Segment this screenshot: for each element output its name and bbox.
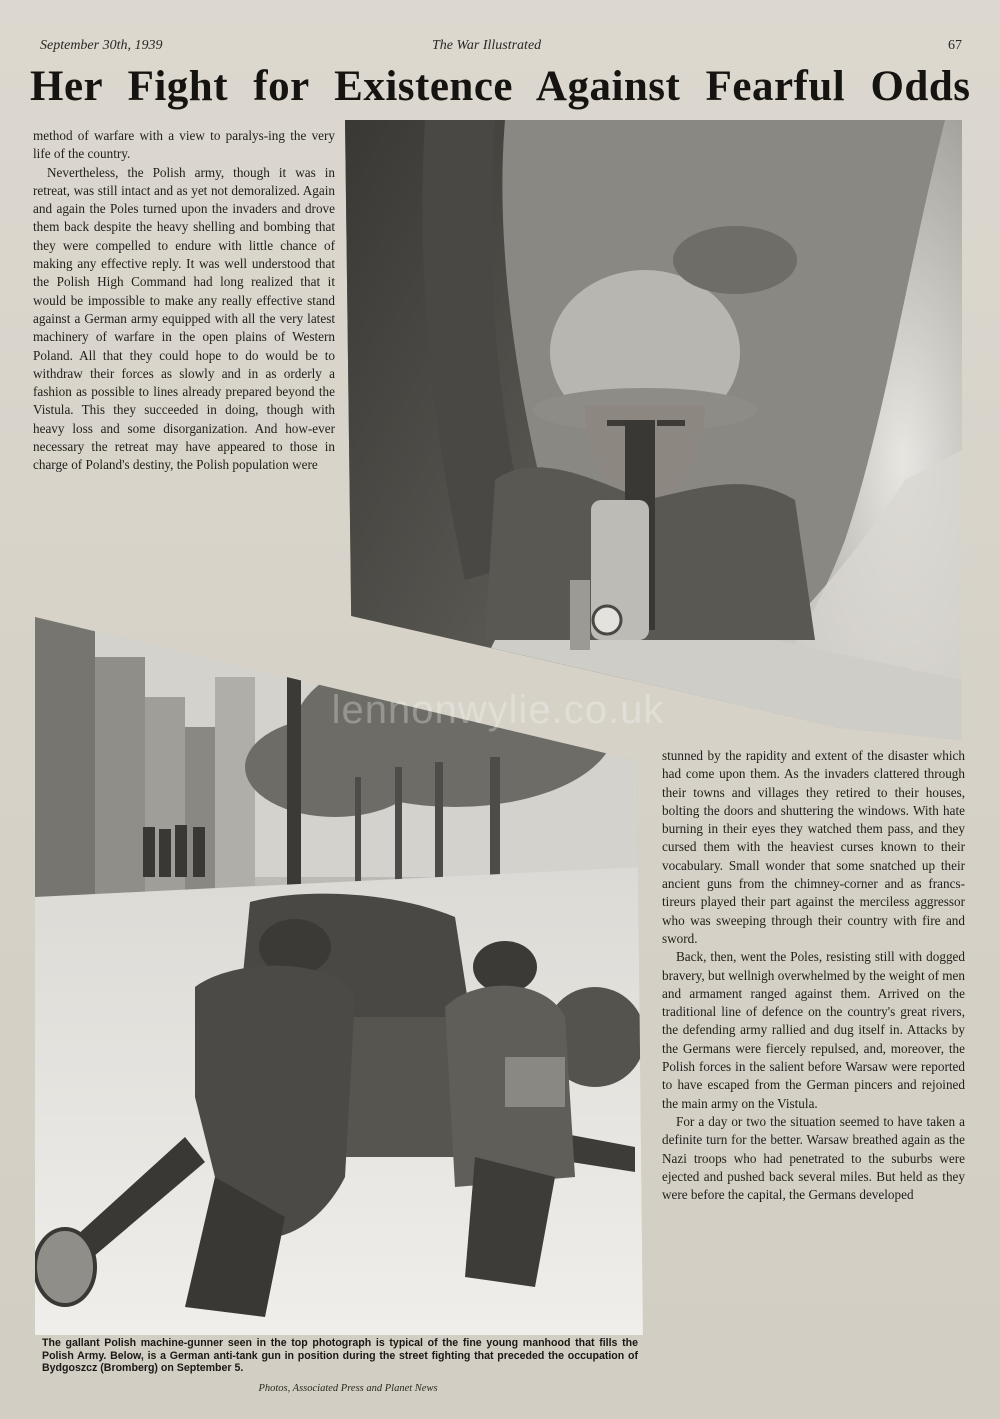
paragraph: For a day or two the situation seemed to have taken a definite turn for the better. Warsaw breathed again as the Nazi troops who had penetrated to the suburbs were ejected and pushed back several miles. But held as they were before the capital, the Germans developed [662,1113,965,1203]
paragraph: Back, then, went the Poles, resisting still with dogged bravery, but wellnigh overwhelmed by the weight of men and armament ranged against them. Arrived on the traditional line of defence on the country's great rivers, the defending army rallied and dug itself in. Attacks by the Germans were fiercely repulsed, and, moreover, the Polish forces in the salient before Warsaw were reported to have escaped from the German pincers and rejoined the main army on the Vistula. [662,949,965,1111]
paragraph: method of warfare with a view to paralys-ing the very life of the country. [33,128,335,162]
article-column-left [33,127,335,602]
photo-credit: Photos, Associated Press and Planet News [258,1383,438,1394]
paragraph: Nevertheless, the Polish army, though it was in retreat, was still intact and as yet not demoralized. Again and again the Poles turned upon the invaders and drove them back despite the heavy shelling and bombing that they were compelled to endure with little chance of making any effective reply. It was well understood that the Polish High Command had long realized that it would be impossible to make any really effective stand against a German army equipped with all the very latest machinery of warfare in the open plains of Western Poland. All that they could hope to do would be to withdraw their forces as slowly and in as orderly a fashion as possible to lines already prepared beyond the Vistula. This they succeeded in doing, though with heavy loss and some disorganization. And how-ever necessary the retreat may have appeared to those in charge of Poland's destiny, the Polish population were [33,164,335,473]
article-column-right [662,747,965,1387]
photo-machine-gunner [345,120,962,740]
running-head [40,38,962,60]
page-number: 67 [948,38,962,53]
photo-caption: The gallant Polish machine-gunner seen in the top photograph is typical of the fine young manhood that fills the Polish Army. Below, is a German anti-tank gun in position during the street fighting that preceded the occupation of Bydgoszcz (Bromberg) on September 5. [42,1337,638,1375]
paragraph: stunned by the rapidity and extent of the disaster which had come upon them. As the invaders clattered through their towns and villages they retired to their houses, bolting the doors and shuttering the windows. With hate burning in their eyes they watched them pass, and they cursed them with the heaviest curses known to their vocabulary. Small wonder that some snatched up their ancient guns from the chimney-corner and as francs-tireurs played their part against the merciless aggressor who was sweeping through their country with fire and sword. [662,748,965,946]
headline: Her Fight for Existence Against Fearful Odds [30,63,971,110]
watermark: lennonwylie.co.uk [331,688,665,732]
publication-title: The War Illustrated [432,38,542,53]
issue-date: September 30th, 1939 [40,38,163,53]
